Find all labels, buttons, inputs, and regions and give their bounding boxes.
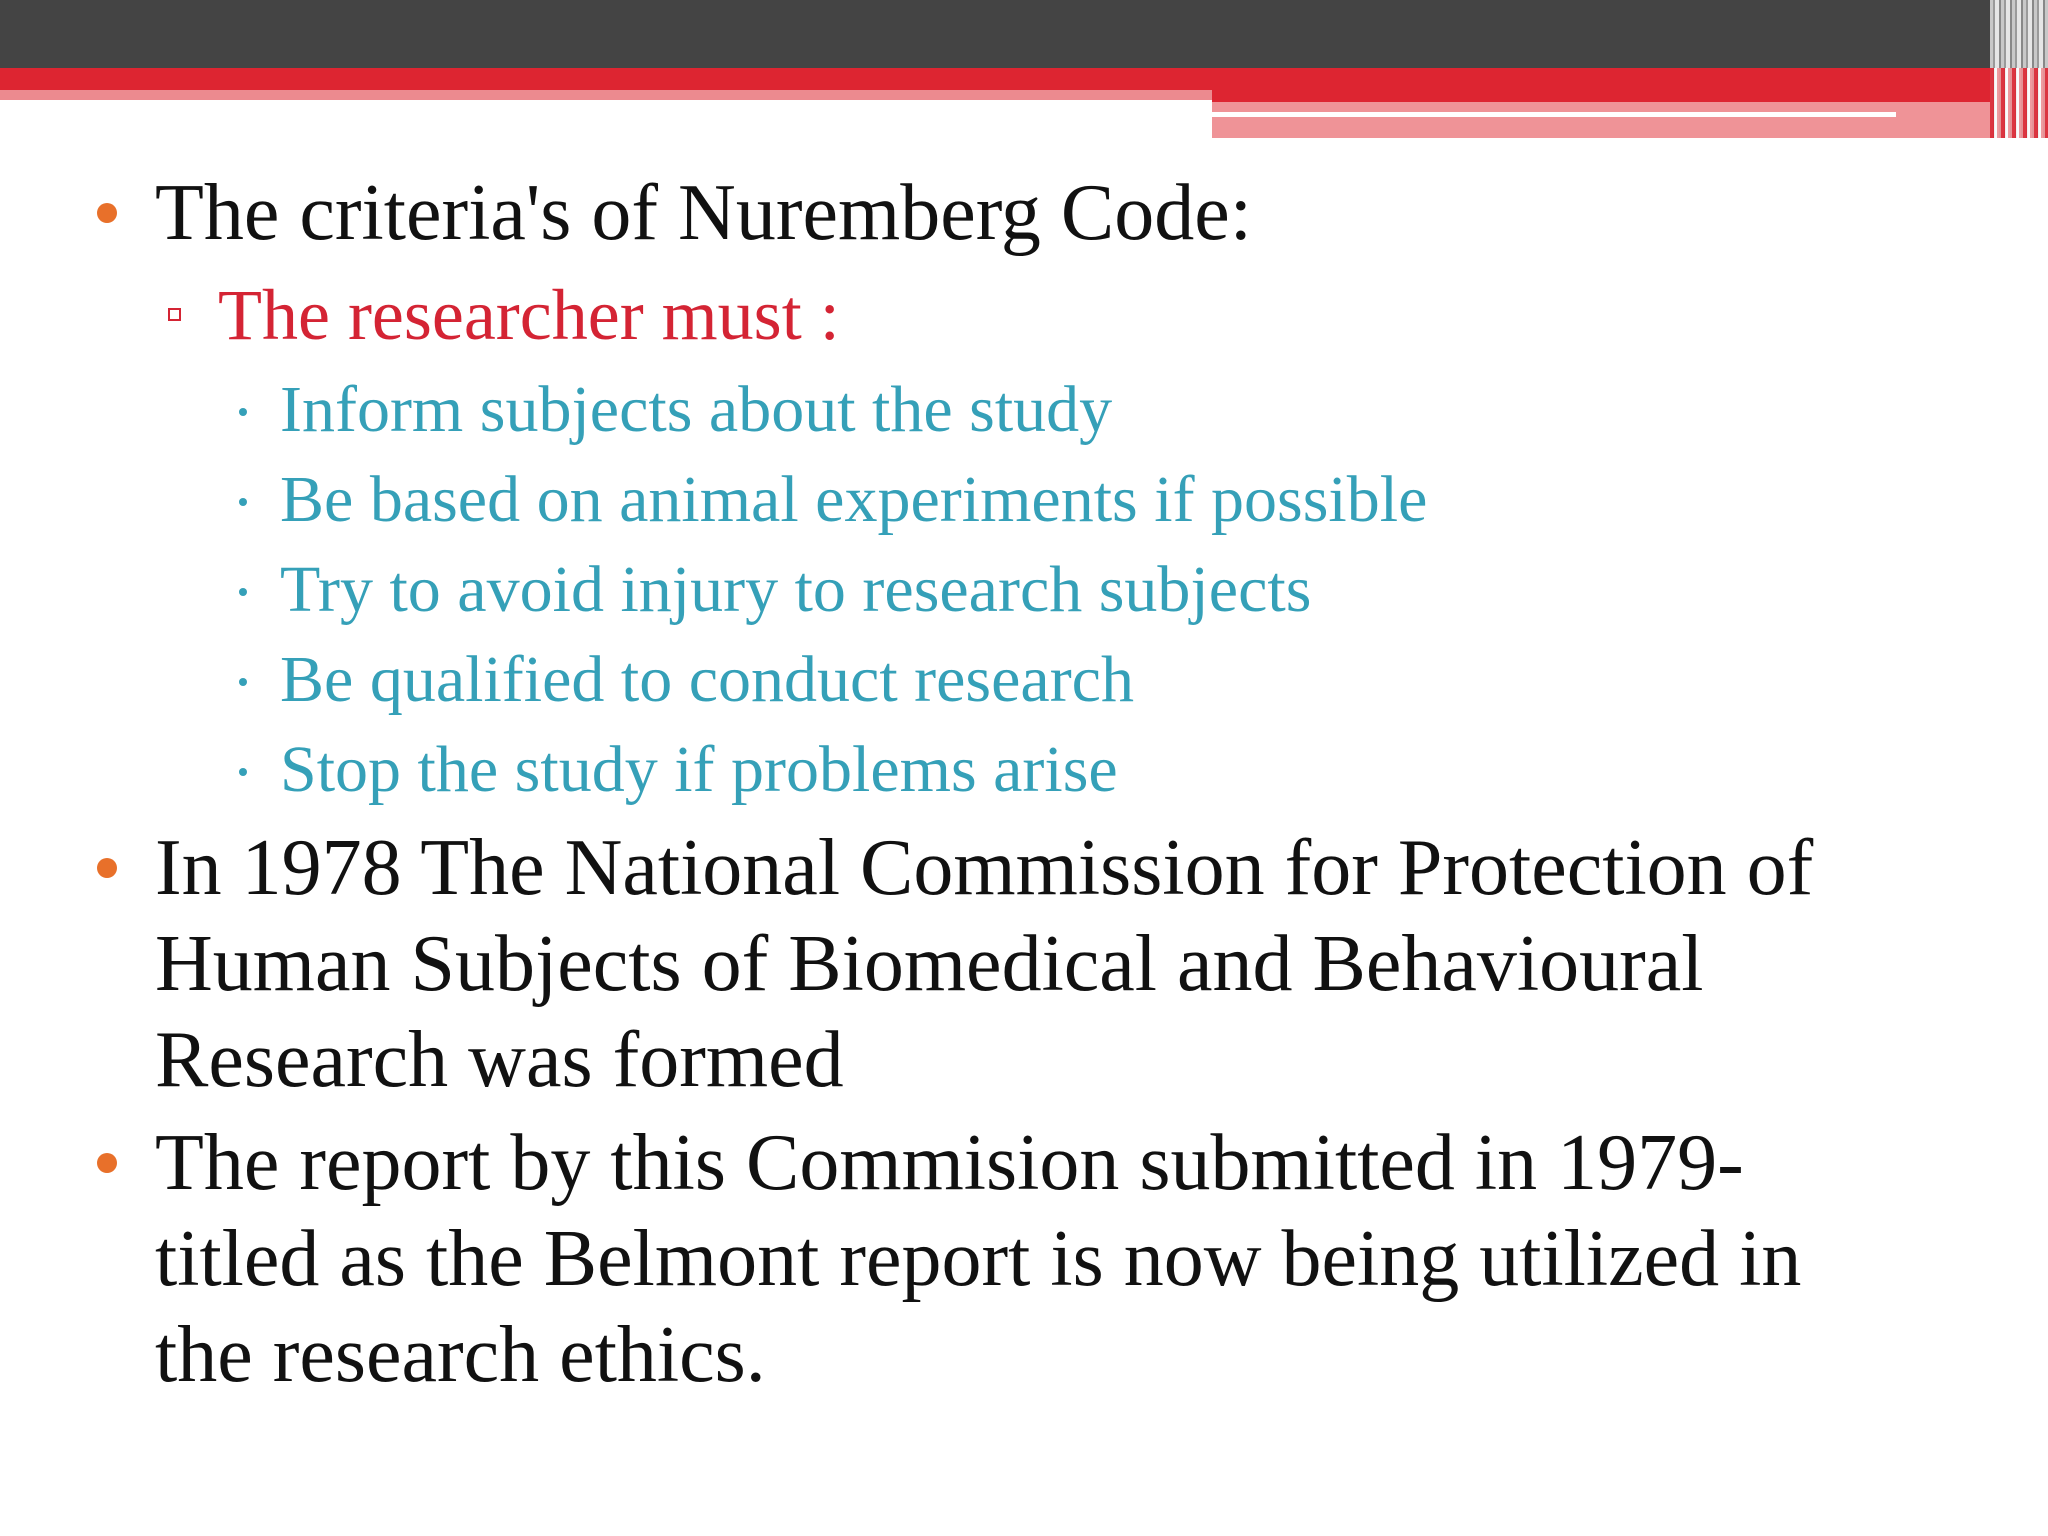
dot-bullet-icon bbox=[239, 678, 247, 686]
sub-bullet-text: The researcher must : bbox=[218, 275, 840, 355]
orange-bullet-icon bbox=[97, 1153, 117, 1173]
square-bullet-icon bbox=[168, 308, 181, 321]
banner-white-line bbox=[1212, 112, 1896, 117]
dot-bullet-icon bbox=[239, 498, 247, 506]
banner-edge-stripes bbox=[1990, 0, 2048, 138]
criteria-item bbox=[280, 640, 1134, 720]
banner-red-band bbox=[0, 68, 2048, 90]
dot-bullet-icon bbox=[239, 588, 247, 596]
criteria-item bbox=[280, 460, 1427, 540]
bullet-text: The criteria's of Nuremberg Code: bbox=[155, 169, 1252, 257]
bullet-national-commission bbox=[155, 820, 2035, 1108]
criteria-item bbox=[280, 730, 1118, 810]
bullet-line: Human Subjects of Biomedical and Behavioural bbox=[155, 920, 1704, 1008]
bullet-line: The report by this Commision submitted in 1979- bbox=[155, 1119, 1744, 1207]
banner-pink-left bbox=[0, 90, 1212, 100]
banner-dark-band bbox=[0, 0, 2048, 68]
orange-bullet-icon bbox=[97, 858, 117, 878]
bullet-line: the research ethics. bbox=[155, 1311, 766, 1399]
criteria-item-text: Try to avoid injury to research subjects bbox=[280, 553, 1312, 626]
criteria-item-text: Inform subjects about the study bbox=[280, 373, 1113, 446]
criteria-item-text: Be based on animal experiments if possible bbox=[280, 463, 1428, 536]
bullet-line: In 1978 The National Commission for Protection of bbox=[155, 824, 1814, 912]
bullet-line: titled as the Belmont report is now being utilized in bbox=[155, 1215, 1802, 1303]
bullet-nuremberg-criteria bbox=[155, 165, 1252, 261]
dot-bullet-icon bbox=[239, 768, 247, 776]
banner-pink-tail bbox=[1212, 130, 1652, 138]
bullet-belmont-report bbox=[155, 1115, 2035, 1403]
orange-bullet-icon bbox=[97, 203, 117, 223]
criteria-item bbox=[280, 550, 1311, 630]
dot-bullet-icon bbox=[239, 408, 247, 416]
sub-bullet-researcher-must bbox=[218, 272, 840, 358]
criteria-item-text: Be qualified to conduct research bbox=[280, 643, 1134, 716]
criteria-item bbox=[280, 370, 1112, 450]
bullet-line: Research was formed bbox=[155, 1016, 844, 1104]
banner-red-right bbox=[1212, 90, 2048, 102]
criteria-item-text: Stop the study if problems arise bbox=[280, 733, 1118, 806]
